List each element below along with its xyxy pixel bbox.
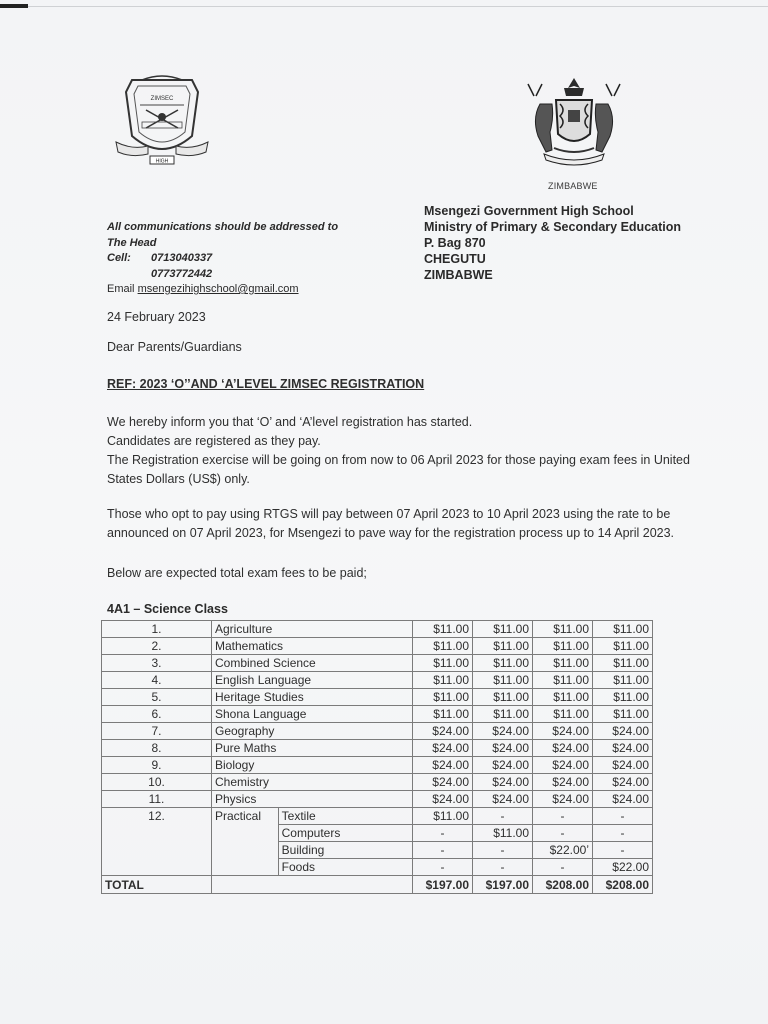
cell-number-2: 0773772442 [151, 267, 213, 280]
table-row [102, 689, 653, 706]
subject-name: Pure Maths [212, 740, 413, 757]
row-number: 3. [102, 655, 212, 672]
fee-cell: $11.00 [473, 672, 533, 689]
row-number: 5. [102, 689, 212, 706]
paragraph-1-line-2: Candidates are registered as they pay. [107, 434, 321, 448]
fee-cell: - [593, 842, 653, 859]
fee-cell: $11.00 [593, 689, 653, 706]
fee-cell: $24.00 [473, 774, 533, 791]
email-link[interactable]: msengezihighschool@gmail.com [137, 283, 299, 295]
fee-cell: $11.00 [533, 689, 593, 706]
country: ZIMBABWE [424, 268, 493, 282]
subject-name: Mathematics [212, 638, 413, 655]
total-fee-cell: $208.00 [533, 876, 593, 894]
row-number: 9. [102, 757, 212, 774]
row-number: 2. [102, 638, 212, 655]
practical-subject: Computers [278, 825, 412, 842]
fee-cell: - [413, 825, 473, 842]
total-fee-cell: $197.00 [473, 876, 533, 894]
fee-cell: $11.00 [413, 689, 473, 706]
ministry-name: Ministry of Primary & Secondary Education [424, 220, 682, 234]
fee-cell: $11.00 [473, 655, 533, 672]
subject-name: English Language [212, 672, 413, 689]
fee-cell: $11.00 [593, 655, 653, 672]
paragraph-2 [107, 505, 707, 543]
fee-cell: $11.00 [473, 689, 533, 706]
row-number: 11. [102, 791, 212, 808]
fee-cell: $24.00 [593, 740, 653, 757]
table-row [102, 774, 653, 791]
scan-top-edge [28, 6, 768, 7]
crest-lettering-bottom: HIGH [155, 158, 169, 165]
fee-cell: $11.00 [473, 638, 533, 655]
table-row [102, 706, 653, 723]
cell-row-2 [107, 267, 338, 283]
subject-name: Combined Science [212, 655, 413, 672]
school-name: Msengezi Government High School [424, 204, 634, 218]
coat-of-arms-emblem [516, 74, 632, 174]
subject-name: Chemistry [212, 774, 413, 791]
fee-cell: - [413, 842, 473, 859]
scan-edge-mark [0, 4, 28, 8]
fee-cell: $11.00 [473, 825, 533, 842]
subject-name: Heritage Studies [212, 689, 413, 706]
table-row [102, 808, 653, 825]
fee-cell: $24.00 [413, 791, 473, 808]
fee-cell: $24.00 [473, 723, 533, 740]
practical-label: Practical [212, 808, 279, 876]
total-spacer [212, 876, 413, 894]
paragraph-1-line-4: States Dollars (US$) only. [107, 472, 250, 486]
table-row [102, 655, 653, 672]
row-number: 12. [102, 808, 212, 876]
fee-cell: $24.00 [473, 757, 533, 774]
row-number: 6. [102, 706, 212, 723]
fee-cell: $11.00 [533, 638, 593, 655]
cell-row-1 [107, 251, 338, 267]
coat-of-arms-caption: ZIMBABWE [548, 181, 598, 191]
fee-cell: $11.00 [533, 672, 593, 689]
table-row [102, 672, 653, 689]
total-row [102, 876, 653, 894]
fee-cell: $22.00 [593, 859, 653, 876]
subject-name: Geography [212, 723, 413, 740]
paragraph-2-line-2: announced on 07 April 2023, for Msengezi to pave way for the registration process up to 14 April 2023. [107, 526, 675, 540]
fee-cell: - [473, 808, 533, 825]
postal-bag: P. Bag 870 [424, 236, 486, 250]
letter-date: 24 February 2023 [107, 310, 206, 324]
row-number: 1. [102, 621, 212, 638]
reference-line: REF: 2023 ‘O’’AND ‘A’LEVEL ZIMSEC REGISTRATION [107, 377, 425, 391]
fee-cell: $11.00 [533, 706, 593, 723]
fee-cell: $24.00 [413, 757, 473, 774]
total-label: TOTAL [102, 876, 212, 894]
fee-cell: $24.00 [533, 774, 593, 791]
fee-cell: $11.00 [593, 706, 653, 723]
fee-cell: - [533, 859, 593, 876]
subject-name: Biology [212, 757, 413, 774]
paragraph-1-line-3: The Registration exercise will be going on from now to 06 April 2023 for those paying exam fees in United [107, 453, 690, 467]
table-row [102, 791, 653, 808]
row-number: 7. [102, 723, 212, 740]
paragraph-2-line-1: Those who opt to pay using RTGS will pay between 07 April 2023 to 10 April 2023 using the rate to be [107, 507, 671, 521]
fee-cell: $11.00 [413, 655, 473, 672]
fee-cell: $11.00 [413, 621, 473, 638]
fee-cell: $24.00 [533, 723, 593, 740]
fee-cell: $11.00 [593, 672, 653, 689]
fee-cell: $11.00 [473, 621, 533, 638]
crest-lettering-top: ZIMSEC [150, 96, 174, 102]
cell-label: Cell: [107, 252, 131, 264]
fee-cell: - [413, 859, 473, 876]
paragraph-1-line-1: We hereby inform you that ‘O’ and ‘A’level registration has started. [107, 415, 473, 429]
cell-number-1: 0713040337 [151, 252, 213, 264]
fee-cell: $24.00 [533, 740, 593, 757]
practical-subject: Building [278, 842, 412, 859]
table-row [102, 621, 653, 638]
fee-cell: $11.00 [413, 706, 473, 723]
subject-name: Shona Language [212, 706, 413, 723]
fee-cell: $11.00 [413, 808, 473, 825]
school-crest-logo [112, 72, 212, 172]
total-fee-cell: $197.00 [413, 876, 473, 894]
fee-cell: $24.00 [473, 791, 533, 808]
fee-cell: $11.00 [473, 706, 533, 723]
fee-cell: $24.00 [413, 723, 473, 740]
subject-name: Agriculture [212, 621, 413, 638]
row-number: 10. [102, 774, 212, 791]
fee-cell: $24.00 [413, 740, 473, 757]
fee-cell: $24.00 [533, 791, 593, 808]
fee-cell: - [593, 808, 653, 825]
salutation: Dear Parents/Guardians [107, 340, 242, 354]
fee-cell: $11.00 [413, 638, 473, 655]
contact-line-2: The Head [107, 236, 157, 249]
fee-cell: $11.00 [533, 655, 593, 672]
table-row [102, 740, 653, 757]
fee-cell: $11.00 [533, 621, 593, 638]
fee-cell: $11.00 [593, 621, 653, 638]
table-row [102, 723, 653, 740]
paragraph-3: Below are expected total exam fees to be paid; [107, 566, 367, 580]
paragraph-1 [107, 413, 707, 489]
table-row [102, 638, 653, 655]
fee-cell: - [533, 825, 593, 842]
fee-cell: $24.00 [593, 723, 653, 740]
contact-line-1: All communications should be addressed to [107, 221, 339, 233]
fee-cell: - [473, 859, 533, 876]
email-label: Email [107, 283, 135, 295]
fee-cell: $11.00 [413, 672, 473, 689]
practical-subject: Textile [278, 808, 412, 825]
total-fee-cell: $208.00 [593, 876, 653, 894]
section-title: 4A1 – Science Class [107, 602, 228, 616]
fee-cell: $11.00 [593, 638, 653, 655]
row-number: 4. [102, 672, 212, 689]
fee-cell: - [473, 842, 533, 859]
subject-name: Physics [212, 791, 413, 808]
exam-fees-table [101, 620, 653, 894]
school-address [424, 203, 681, 283]
practical-subject: Foods [278, 859, 412, 876]
table-row [102, 757, 653, 774]
contact-block [107, 220, 338, 298]
fee-cell: $22.00ʼ [533, 842, 593, 859]
fee-cell: - [533, 808, 593, 825]
email-row [107, 282, 338, 298]
fee-cell: - [593, 825, 653, 842]
fee-cell: $24.00 [593, 791, 653, 808]
fee-cell: $24.00 [413, 774, 473, 791]
fee-cell: $24.00 [593, 774, 653, 791]
row-number: 8. [102, 740, 212, 757]
town: CHEGUTU [424, 252, 486, 266]
fee-cell: $24.00 [593, 757, 653, 774]
fee-cell: $24.00 [533, 757, 593, 774]
fee-cell: $24.00 [473, 740, 533, 757]
